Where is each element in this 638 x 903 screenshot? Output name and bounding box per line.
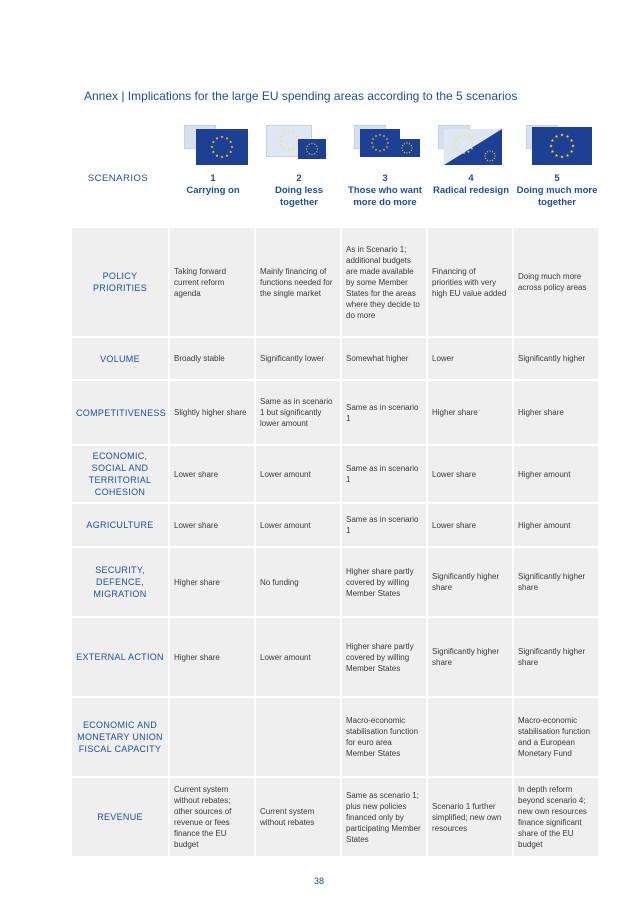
eu-flag-icon — [298, 139, 326, 159]
flag-star — [570, 139, 573, 142]
flag-star — [288, 131, 291, 134]
scenario-2-flags — [264, 125, 334, 169]
flag-star — [317, 148, 319, 150]
flag-star — [402, 145, 404, 147]
row-label: ECONOMIC, SOCIAL AND TERRITORIAL COHESION — [72, 446, 168, 502]
flag-star — [409, 151, 411, 153]
eu-flag-split-icon — [444, 129, 502, 165]
flag-star — [379, 150, 381, 152]
scenario-1-number: 1 — [210, 173, 216, 184]
eu-flag-small-icon — [394, 139, 420, 157]
flag-star — [570, 150, 573, 153]
flag-star — [311, 154, 313, 156]
flag-star — [566, 154, 569, 157]
table-cell: Higher share partly covered by willing Member States — [342, 618, 426, 696]
scenario-4-name: Radical redesign — [432, 185, 510, 196]
table-cell: Higher share partly covered by willing Member States — [342, 548, 426, 616]
row-label: AGRICULTURE — [72, 504, 168, 546]
flag-star — [566, 135, 569, 138]
table-cell: Doing much more across policy areas — [514, 228, 598, 336]
table-cell: Higher amount — [514, 504, 598, 546]
row-label: POLICY PRIORITIES — [72, 228, 168, 336]
flag-star — [386, 138, 388, 140]
table-cell: Broadly stable — [170, 338, 254, 379]
flag-star — [292, 132, 295, 135]
scenario-1-flags — [178, 125, 248, 169]
table-row — [72, 698, 598, 776]
table-cell: As in Scenario 1; additional budgets are made available by some Member States for the areas where they decide to do more — [342, 228, 426, 336]
flag-star — [386, 146, 388, 148]
table-cell: Lower amount — [256, 618, 340, 696]
table-cell: Lower — [428, 338, 512, 379]
row-label: EXTERNAL ACTION — [72, 618, 168, 696]
table-cell: Mainly financing of functions needed for the single market — [256, 228, 340, 336]
scenario-4-flags — [436, 125, 506, 169]
table-cell: Higher share — [170, 618, 254, 696]
flag-star — [485, 153, 487, 155]
flag-star — [316, 151, 318, 153]
table-cell: Higher share — [170, 548, 254, 616]
table-cell: Current system without rebates — [256, 778, 340, 856]
eu-flag-icon — [532, 127, 592, 165]
flag-star — [280, 144, 283, 147]
flag-star — [402, 150, 404, 152]
flag-star — [410, 150, 412, 152]
flag-star — [210, 145, 213, 148]
table-cell: Same as scenario 1; plus new policies financed only by participating Member States — [342, 778, 426, 856]
flag-star — [314, 143, 316, 145]
spending-areas-table — [70, 226, 600, 858]
table-cell: Lower share — [170, 446, 254, 502]
flag-star — [308, 153, 310, 155]
flag-star — [215, 154, 218, 157]
flag-star — [409, 143, 411, 145]
scenario-2-number: 2 — [296, 173, 302, 184]
flag-star — [229, 140, 232, 143]
flag-star — [212, 140, 215, 143]
flag-star — [306, 151, 308, 153]
flag-star — [411, 147, 413, 149]
flag-star — [383, 149, 385, 151]
flag-star — [316, 145, 318, 147]
table-cell: Same as in scenario 1 — [342, 504, 426, 546]
flag-star — [379, 134, 381, 136]
scenario-5-name: Doing much more together — [516, 185, 598, 208]
scenarios-label: SCENARIOS — [87, 173, 149, 184]
table-cell: Macro-economic stabilisation function for euro area Member States — [342, 698, 426, 776]
table-row — [72, 778, 598, 856]
table-cell: Lower share — [170, 504, 254, 546]
flag-star — [404, 143, 406, 145]
flag-star — [492, 151, 494, 153]
scenario-3-name: Those who want more do more — [348, 185, 422, 208]
table-row — [72, 381, 598, 444]
table-cell: Significantly higher share — [428, 548, 512, 616]
table-row — [72, 618, 598, 696]
flag-star — [220, 135, 223, 138]
table-cell: Financing of priorities with very high EU value added — [428, 228, 512, 336]
flag-star — [215, 137, 218, 140]
scenario-3-flags — [350, 125, 420, 169]
flag-star — [492, 159, 494, 161]
flag-star — [225, 154, 228, 157]
table-cell — [256, 698, 340, 776]
flag-star — [560, 155, 563, 158]
table-cell: Significantly lower — [256, 338, 340, 379]
eu-flag-icon — [196, 129, 248, 165]
table-cell: Lower amount — [256, 446, 340, 502]
scenario-5-flags — [522, 125, 592, 169]
flag-star — [406, 142, 408, 144]
table-cell: No funding — [256, 548, 340, 616]
flag-star — [560, 133, 563, 136]
flag-star — [372, 138, 374, 140]
scenario-1-header — [172, 125, 254, 197]
scenario-2-name: Doing less together — [274, 185, 324, 208]
table-cell: Lower amount — [256, 504, 340, 546]
table-cell: Slightly higher share — [170, 381, 254, 444]
flag-star — [549, 144, 552, 147]
flag-star — [383, 135, 385, 137]
flag-star — [555, 135, 558, 138]
table-cell: Significantly higher share — [514, 618, 598, 696]
table-cell: Significantly higher share — [514, 548, 598, 616]
flag-star — [551, 139, 554, 142]
row-label: ECONOMIC AND MONETARY UNION FISCAL CAPACITY — [72, 698, 168, 776]
table-cell: Same as in scenario 1 — [342, 446, 426, 502]
flag-star — [401, 147, 403, 149]
table-cell — [428, 698, 512, 776]
flag-star — [288, 149, 291, 152]
flag-star — [555, 154, 558, 157]
table-cell: In depth reform beyond scenario 4; new own resources finance significant share of the EU budget — [514, 778, 598, 856]
table-row — [72, 548, 598, 616]
flag-star — [314, 153, 316, 155]
flag-star — [225, 137, 228, 140]
table-cell: Significantly higher — [514, 338, 598, 379]
row-label: SECURITY, DEFENCE, MIGRATION — [72, 548, 168, 616]
row-label: VOLUME — [72, 338, 168, 379]
flag-star — [295, 135, 298, 138]
flag-star — [489, 150, 491, 152]
table-cell: Higher amount — [514, 446, 598, 502]
flag-star — [487, 159, 489, 161]
row-label: COMPETITIVENESS — [72, 381, 168, 444]
flag-star — [372, 146, 374, 148]
flag-star — [229, 150, 232, 153]
annex-title: Annex | Implications for the large EU spending areas according to the 5 scenarios — [84, 89, 518, 103]
flag-star — [220, 155, 223, 158]
flag-star — [485, 158, 487, 160]
flag-star — [406, 152, 408, 154]
table-cell: Significantly higher share — [428, 618, 512, 696]
table-cell: Taking forward current reform agenda — [170, 228, 254, 336]
table-cell: Somewhat higher — [342, 338, 426, 379]
table-row — [72, 338, 598, 379]
flag-star — [404, 151, 406, 153]
flag-star — [283, 147, 286, 150]
flag-star — [410, 145, 412, 147]
flag-star — [494, 155, 496, 157]
scenario-5-number: 5 — [554, 173, 560, 184]
flag-star — [493, 158, 495, 160]
flag-star — [387, 142, 389, 144]
table-row — [72, 228, 598, 336]
row-label: REVENUE — [72, 778, 168, 856]
scenario-2-header — [258, 125, 340, 209]
flag-star — [551, 150, 554, 153]
flag-star — [280, 135, 283, 138]
scenarios-header — [70, 125, 598, 225]
scenario-4-number: 4 — [468, 173, 474, 184]
table-cell: Same as in scenario 1 — [342, 381, 426, 444]
flag-star — [212, 150, 215, 153]
table-cell: Lower share — [428, 446, 512, 502]
page-number: 38 — [313, 876, 324, 886]
table-cell: Higher share — [514, 381, 598, 444]
flag-star — [311, 143, 313, 145]
flag-star — [487, 151, 489, 153]
flag-star — [571, 144, 574, 147]
flag-star — [489, 160, 491, 162]
flag-star — [308, 143, 310, 145]
scenario-4-header — [430, 125, 512, 197]
flag-star — [230, 145, 233, 148]
scenario-1-name: Carrying on — [186, 185, 240, 196]
table-cell: Current system without rebates; other sources of revenue or fees finance the EU budget — [170, 778, 254, 856]
scenario-3-header — [344, 125, 426, 209]
table-cell: Macro-economic stabilisation function and a European Monetary Fund — [514, 698, 598, 776]
flag-star — [484, 155, 486, 157]
scenario-5-header — [516, 125, 598, 209]
table-cell: Same as in scenario 1 but significantly lower amount — [256, 381, 340, 444]
flag-star — [493, 153, 495, 155]
table-cell: Scenario 1 further simplified; new own resources — [428, 778, 512, 856]
flag-star — [306, 148, 308, 150]
table-row — [72, 504, 598, 546]
scenario-3-number: 3 — [382, 173, 388, 184]
table-cell: Lower share — [428, 504, 512, 546]
table-cell — [170, 698, 254, 776]
flag-star — [283, 132, 286, 135]
flag-star — [375, 135, 377, 137]
flag-star — [371, 142, 373, 144]
flag-star — [306, 145, 308, 147]
table-row — [72, 446, 598, 502]
flag-star — [375, 149, 377, 151]
flag-star — [279, 140, 282, 143]
flag-star — [292, 147, 295, 150]
table-cell: Higher share — [428, 381, 512, 444]
